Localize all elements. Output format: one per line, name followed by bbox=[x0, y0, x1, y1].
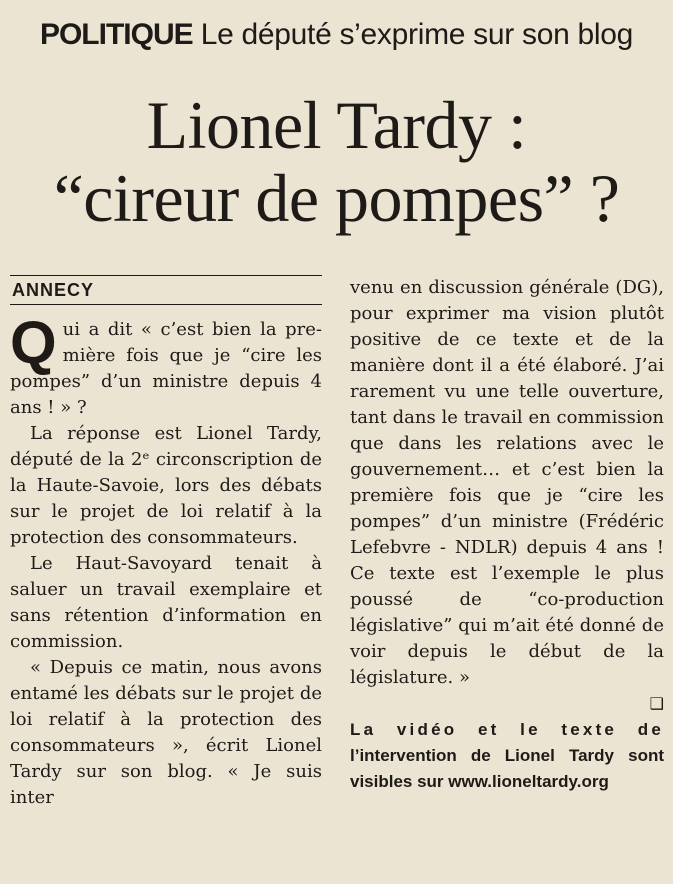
article-column-right bbox=[350, 275, 664, 795]
paragraph-4-continued: venu en discussion générale (DG), pour exprimer ma vision plutôt positive de ce texte et de la manière dont il a été élaboré. J’ai rarement vu une telle ouverture, tant dans le travail en commission que dans les relations avec le gouvernement… et c’est bien la première fois que je “cire les pompes” d’un ministre (Frédéric Lefebvre - NDLR) depuis 4 ans ! Ce texte est l’exemple le plus poussé de “co-production législative” qui m’ait été donné de voir depuis le début de la législature. » bbox=[350, 277, 664, 688]
paragraph-3: Le Haut-Savoyard tenait à saluer un travail exemplaire et sans rétention d’information en commission. bbox=[10, 553, 322, 652]
dateline: ANNECY bbox=[10, 276, 322, 305]
footnote-rest: l’intervention de Lionel Tardy sont visibles sur www.lioneltardy.org bbox=[350, 746, 664, 791]
article-column-left bbox=[10, 275, 322, 811]
drop-cap: Q bbox=[10, 309, 57, 376]
lead-text: ui a dit « c’est bien la première fois que je “cire les pompes” d’un ministre depuis 4 ans ! » ? bbox=[10, 319, 322, 418]
paragraph-4: « Depuis ce matin, nous avons entamé les débats sur le projet de loi relatif à la protection des consommateurs », écrit Lionel Tardy sur son blog. « Je suis inter bbox=[10, 657, 322, 808]
footnote bbox=[350, 717, 664, 795]
section-tag: POLITIQUE bbox=[39, 18, 193, 51]
kicker bbox=[0, 18, 673, 52]
footnote-spaced: La vidéo et le texte de bbox=[350, 720, 664, 739]
paragraph-2: La réponse est Lionel Tardy, député de la 2ᵉ circonscription de la Haute-Savoie, lors des débats sur le projet de loi relatif à la protection des consommateurs. bbox=[10, 423, 322, 548]
end-mark-icon: ❑ bbox=[649, 694, 664, 713]
lead-paragraph bbox=[10, 309, 322, 421]
headline-line-1: Lionel Tardy : bbox=[146, 87, 527, 163]
kicker-text: Le député s’exprime sur son blog bbox=[200, 18, 634, 51]
headline-line-2: “cireur de pompes” ? bbox=[53, 160, 620, 236]
